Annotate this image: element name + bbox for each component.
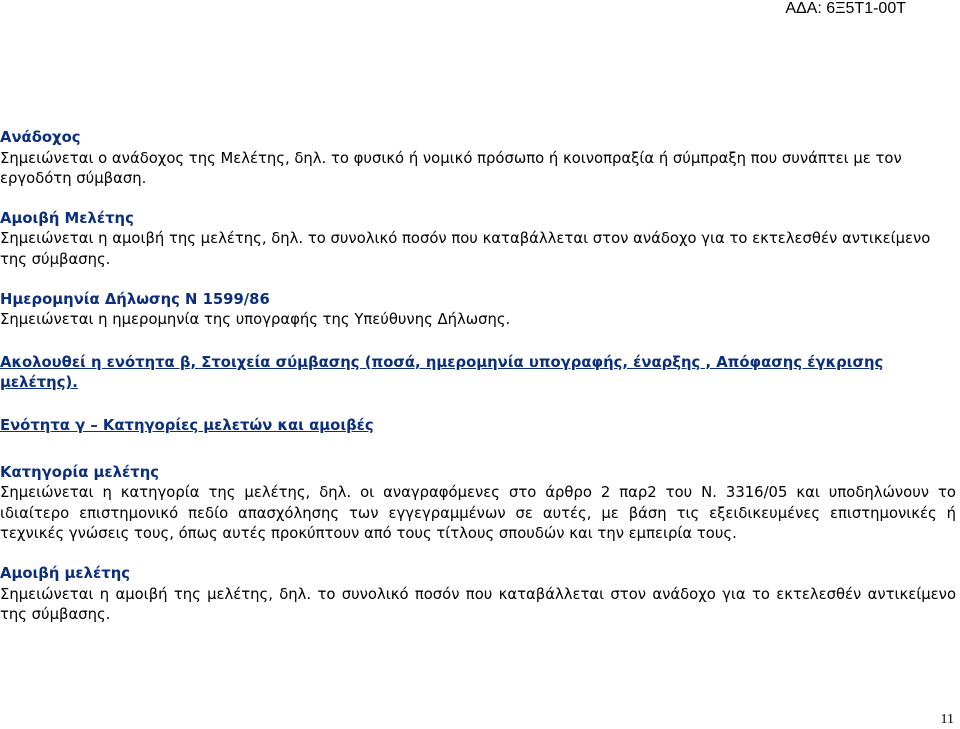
document-body: [0, 128, 956, 626]
section-text: Σημειώνεται η ημερομηνία της υπογραφής της Υπεύθυνης Δήλωσης.: [0, 311, 511, 329]
section-amoivi-meletis-2: [0, 564, 956, 626]
section-text: Σημειώνεται η αμοιβή της μελέτης, δηλ. το συνολικό ποσόν που καταβάλλεται στον ανάδοχο για το εκτελεσθέν αντικείμενο της σύμβασης.: [0, 230, 931, 268]
section-katigoria-meletis: [0, 463, 956, 545]
section-text: Σημειώνεται η αμοιβή της μελέτης, δηλ. το συνολικό ποσόν που καταβάλλεται στον ανάδοχο για το εκτελεσθέν αντικείμενο της σύμβασης.: [0, 585, 956, 624]
section-g-title: Ενότητα γ – Κατηγορίες μελετών και αμοιβές: [0, 416, 374, 434]
section-title: Ημερομηνία Δήλωσης Ν 1599/86: [0, 290, 270, 308]
section-title: Κατηγορία μελέτης: [0, 463, 160, 481]
section-title: Αμοιβή μελέτης: [0, 564, 131, 582]
section-text: Σημειώνεται ο ανάδοχος της Μελέτης, δηλ. το φυσικό ή νομικό πρόσωπο ή κοινοπραξία ή σύμπραξη που συνάπτει με τον εργοδότη σύμβαση.: [0, 149, 902, 188]
section-b-notice: Ακολουθεί η ενότητα β, Στοιχεία σύμβασης (ποσά, ημερομηνία υπογραφής, έναρξης , Απόφασης έγκρισης μελέτης).: [0, 353, 884, 392]
section-title: Ανάδοχος: [0, 129, 81, 146]
section-imerominia-dilosis: [0, 290, 956, 331]
section-amoivi-meletis: [0, 209, 956, 271]
section-anadoxos: [0, 128, 956, 190]
section-text: Σημειώνεται η κατηγορία της μελέτης, δηλ. οι αναγραφόμενες στο άρθρο 2 παρ2 του Ν. 3316/05 και υποδηλώνουν το ιδιαίτερο επιστημονικό πεδίο απασχόλησης των εγγεγραμμένων σε αυτές, με βάση τις εξειδικευμένες επιστημονικές ή τεχνικές γνώσεις τους, όπως αυτές προκύπτουν από τους τίτλους σπουδών και την εμπειρία τους.: [0, 484, 956, 543]
page-number: 11: [940, 712, 954, 727]
document-id: ΑΔΑ: 6Ξ5Τ1-00Τ: [785, 0, 906, 17]
section-title: Αμοιβή Μελέτης: [0, 209, 134, 227]
